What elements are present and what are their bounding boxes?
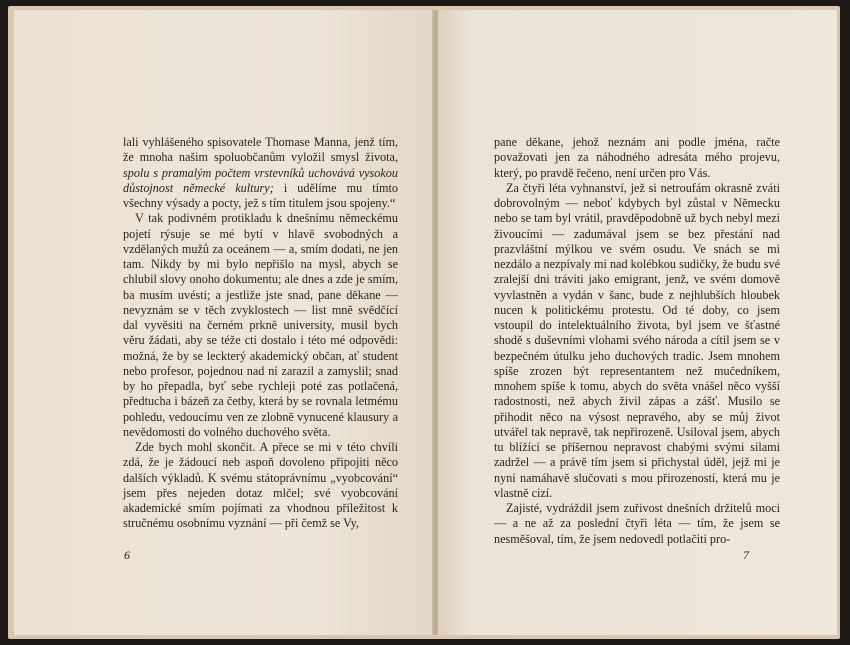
paragraph — [123, 135, 398, 211]
text-run: lali vyhlášeného spisovatele Thomase Manna, jenž tím, že mnoha našim spoluobčanům vyložil smysl života, — [123, 135, 398, 165]
text-run: Za čtyři léta vyhnanství, jež si netroufám okrasně zváti dobrovolným — neboť kdybych byl zůstal v Německu nebo se tam byl vrátil, pravděpodobně už bych nebyl mezi živoucími — zadumával jsem se bez přestání nad prazvláštní mýlkou ve svém osudu. Ve snách se mi nezdálo a nezpívaly mi nad kolébkou sudičky, že budu své zralejší dni tráviti jako emigrant, jenž, ve svém domově vyvlastněn a vydán v šanc, bude z nejhlubších hloubek nucen k politickému protestu. Od té doby, co jsem vstoupil do intelektuálního života, byl jsem ve šťastné shodě s duševními vlohami svého národa a cítil jsem se v bezpečném útulku jeho duchových tradic. Jsem mnohem spíše zrozen být representantem než mučedníkem, mnohem spíše k tomu, abych do světa vnášel něco vyšší radostnosti, než abych živil zápas a zášť. Musilo se přihodit něco na výsost nepravého, aby se můj život utvářel tak nepravě, tak nepřirozeně. Usiloval jsem, abych tu blížící se příšernou nepravost chabými svými silami zadržel — a právě tím jsem si přichystal úděl, jejž mi je nyní namáhavě slučovati s mou přirozeností, která mu je vlastně cizí. — [494, 180, 780, 500]
right-page — [438, 10, 840, 635]
paragraph — [123, 211, 398, 440]
left-page-text — [123, 135, 398, 532]
paragraph — [494, 501, 780, 547]
text-run: Zajisté, vydráždil jsem zuřivost dnešních držitelů moci — a ne až za poslední čtyři léta — tím, že jsem se nesměšoval, tím, že jsem nedovedl potlačiti pro- — [494, 501, 780, 546]
paragraph — [494, 135, 780, 181]
book-spread — [8, 6, 840, 639]
italic-text: spolu s pramalým počtem vrstevníků uchovává vysokou důstojnost německé kultury; — [123, 165, 398, 195]
text-run: i udělíme mu tímto všechny výsady a pocty, jež s tím titulem jsou spojeny.“ — [123, 180, 399, 210]
left-page-number: 6 — [124, 548, 130, 562]
right-page-number: 7 — [743, 548, 749, 562]
text-run: pane děkane, jehož neznám ani podle jména, račte považovati jen za náhodného adresáta mého projevu, který, po pravdě řečeno, není určen pro Vás. — [494, 135, 780, 180]
text-run: Zde bych mohl skončit. A přece se mi v této chvíli zdá, že je žádoucí neb aspoň dovoleno připojiti něco dalších výkladů. K svému státoprávnímu „vyobcování“ jsem přes nejeden dotaz mlčel; své vyobcování akademické smím pojímati za vhodnou příležitost k stručnému osobnímu vyznání — při čemž se Vy, — [123, 440, 398, 531]
paragraph — [123, 440, 398, 532]
paragraph — [494, 181, 780, 501]
right-page-text — [494, 135, 780, 547]
text-run: V tak podivném protikladu k dnešnímu německému pojetí rýsuje se mé bytí v hlavě svobodných a vzdělaných mužů za oceánem — a, smím dodati, ne jen tam. Nikdy by mi bylo nepřišlo na mysl, abych se chlubil slovy onoho dokumentu; ale dnes a zde je smím, ba musím uvésti; a jestliže jste snad, pane děkane — nevyznám se v těch zvyklostech — list mně svědčící dal vyvěsiti na černém prkně university, musil bych věru žádati, aby se téže cti dostalo i této mé odpovědi: možná, že by se leckterý akademický občan, ať student nebo profesor, pojednou nad ní zarazil a zamyslil; snad by ho přepadla, byť sebe rychleji poté zas potlačená, předtucha i bázeň za četby, která by se rovnala letmému pohledu, vedoucímu ven ze zlobně vynucené klausury a nevědomosti do volného duchového světa. — [123, 211, 398, 439]
left-page — [14, 10, 434, 635]
